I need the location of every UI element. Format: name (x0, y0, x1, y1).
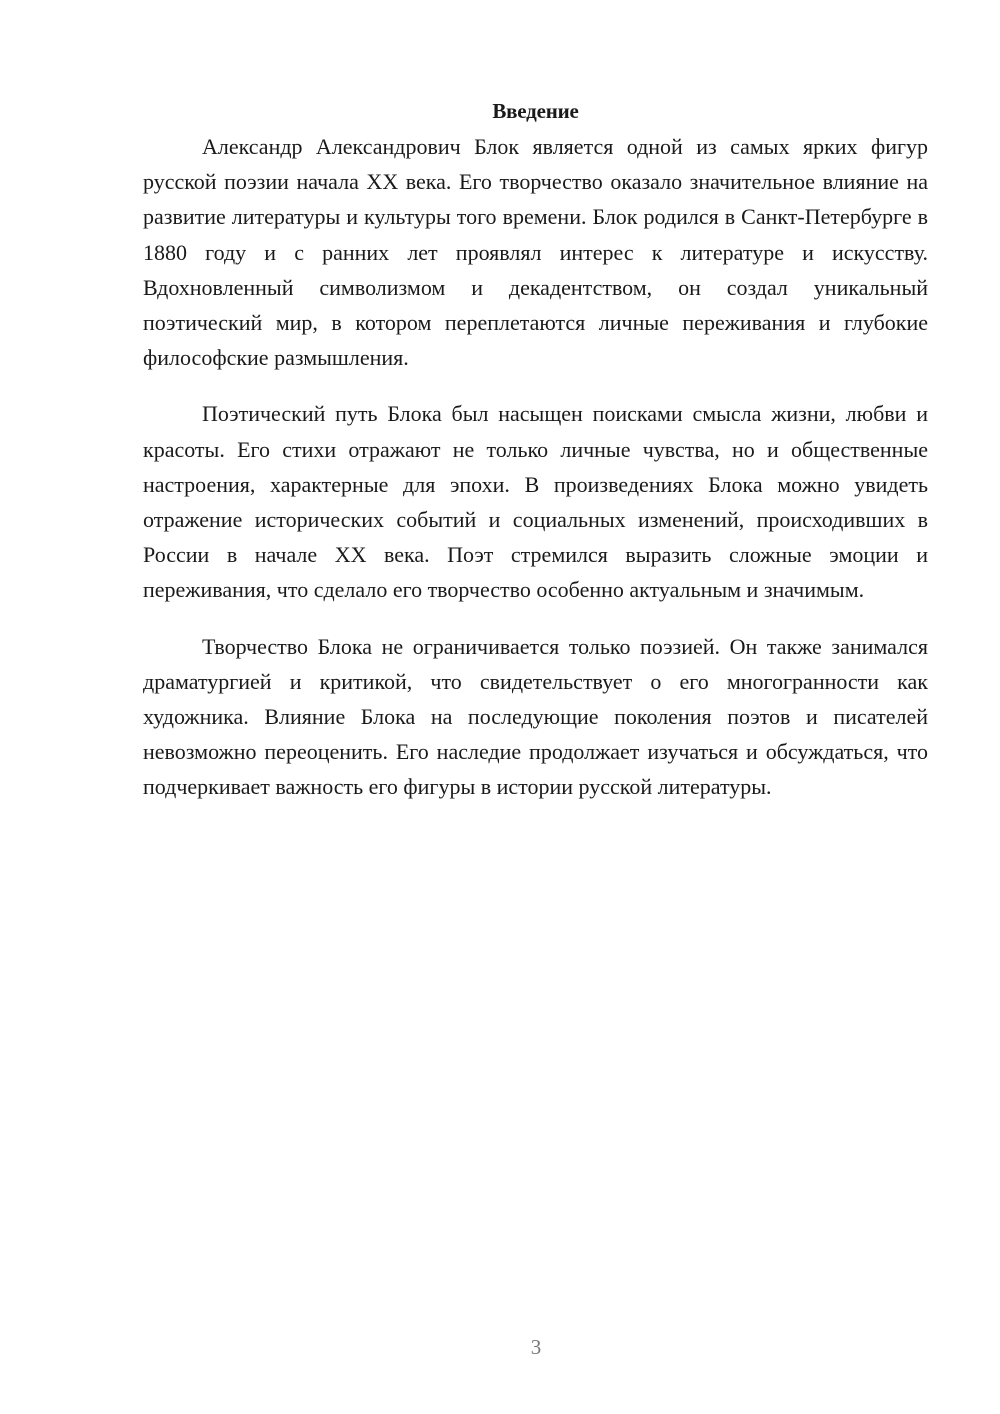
paragraph-3: Творчество Блока не ограничивается только поэзией. Он также занимался драматургией и критикой, что свидетельствует о его многогранности как художника. Влияние Блока на последующие поколения поэтов и писателей невозможно переоценить. Его наследие продолжает изучаться и обсуждаться, что подчеркивает важность его фигуры в истории русской литературы. (143, 633, 928, 800)
section-title: Введение (492, 99, 579, 123)
paragraph-2: Поэтический путь Блока был насыщен поисками смысла жизни, любви и красоты. Его стихи отражают не только личные чувства, но и общественные настроения, характерные для эпохи. В произведениях Блока можно увидеть отражение исторических событий и социальных изменений, происходивших в России в начале XX века. Поэт стремился выразить сложные эмоции и переживания, что сделало его творчество особенно актуальным и значимым. (143, 401, 928, 603)
paragraph-1: Александр Александрович Блок является одной из самых ярких фигур русской поэзии начала XX века. Его творчество оказало значительное влияние на развитие литературы и культуры того времени. Блок родился в Санкт-Петербурге в 1880 году и с ранних лет проявлял интерес к литературе и искусству. Вдохновленный символизмом и декадентством, он создал уникальный поэтический мир, в котором переплетаются личные переживания и глубокие философские размышления. (143, 134, 928, 371)
page-number: 3 (530, 1335, 542, 1359)
page-content (143, 94, 928, 805)
